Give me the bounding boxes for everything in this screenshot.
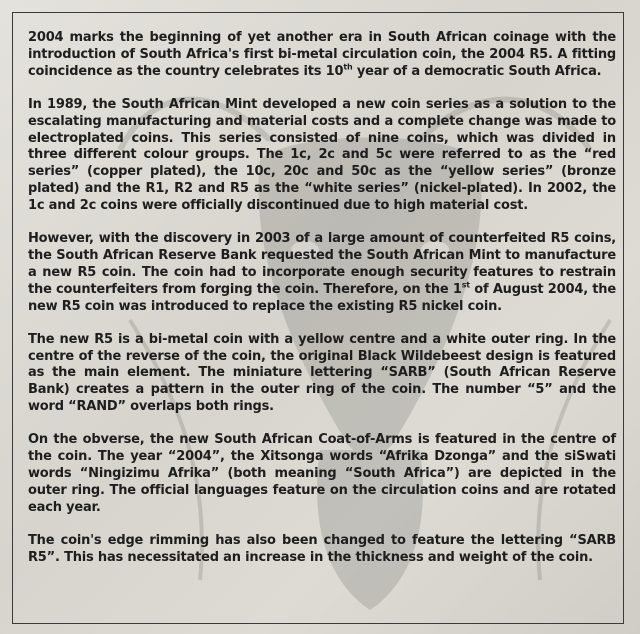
body-text bbox=[28, 30, 616, 582]
paragraph-reverse-design: The new R5 is a bi-metal coin with a yellow centre and a white outer ring. In the centre of the reverse of the coin, the original Black Wildebeest design is featured as the main element. The miniature lettering “SARB” (South African Reserve Bank) creates a pattern in the outer ring of the coin. The number “5” and the word “RAND” overlaps both rings. bbox=[28, 331, 616, 415]
paragraph-edge-rimming: The coin's edge rimming has also been changed to feature the lettering “SARB R5”. This has necessitated an increase in the thickness and weight of the coin. bbox=[28, 532, 616, 565]
paragraph-counterfeit: However, with the discovery in 2003 of a large amount of counterfeited R5 coins, the South African Reserve Bank requested the South African Mint to manufacture a new R5 coin. The coin had to incorporate enough security features to restrain the counterfeiters from forging the coin. Therefore, on the 1st of August 2004, the new R5 coin was introduced to replace the existing R5 nickel coin. bbox=[28, 231, 616, 314]
paragraph-obverse-design: On the obverse, the new South African Coat-of-Arms is featured in the centre of the coin. The year “2004”, the Xitsonga words “Afrika Dzonga” and the siSwati words “Ningizimu Afrika” (both meaning “South Africa”) are depicted in the outer ring. The official languages feature on the circulation coins and are rotated each year. bbox=[28, 432, 616, 515]
paragraph-intro: 2004 marks the beginning of yet another era in South African coinage with the introduction of South Africa's first bi-metal circulation coin, the 2004 R5. A fitting coincidence as the country celebrates its 10th year of a democratic South Africa. bbox=[28, 30, 616, 79]
paragraph-1989-series: In 1989, the South African Mint developed a new coin series as a solution to the escalating manufacturing and material costs and a complete change was made to electroplated coins. This series consisted of nine coins, which was divided in three different colour groups. The 1c, 2c and 5c were referred to as the “red series” (copper plated), the 10c, 20c and 50c as the “yellow series” (bronze plated) and the R1, R2 and R5 as the “white series” (nickel-plated). In 2002, the 1c and 2c coins were officially discontinued due to high material cost. bbox=[28, 96, 616, 214]
